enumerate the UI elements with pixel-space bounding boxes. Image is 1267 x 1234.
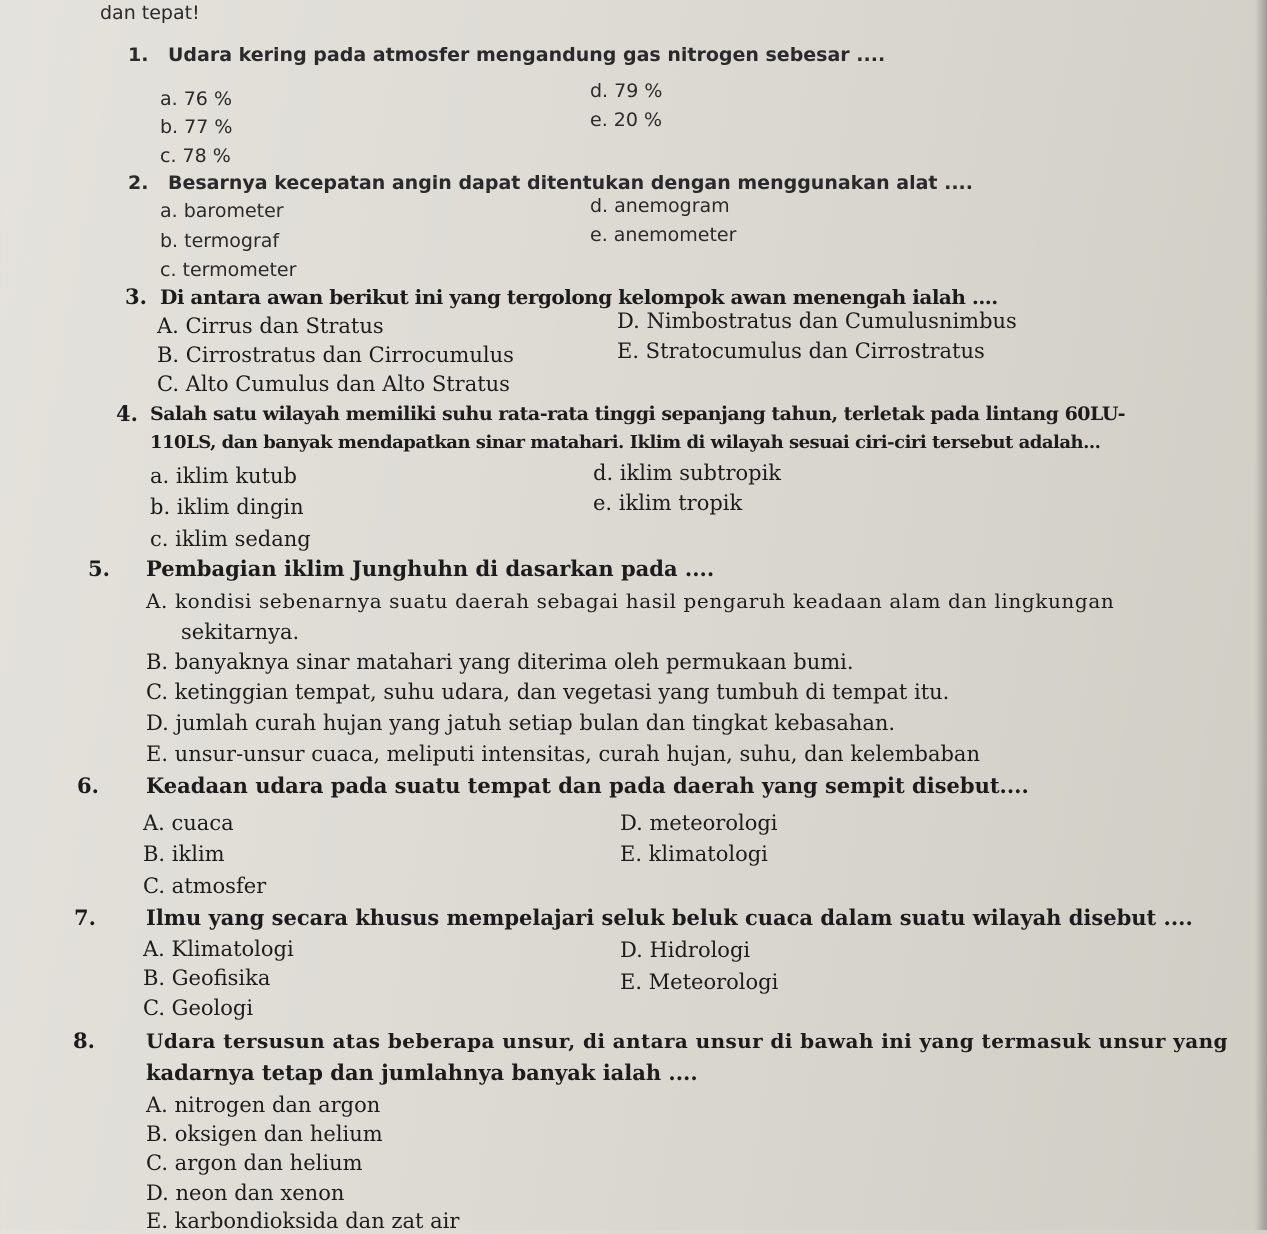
option-a: a. 76 % — [160, 88, 232, 110]
question-text: Di antara awan berikut ini yang tergolong kelompok awan menengah ialah .... — [160, 285, 998, 309]
option-d: D. neon dan xenon — [146, 1181, 345, 1205]
header-text: dan tepat! — [100, 2, 200, 24]
option-d: D. meteorologi — [620, 811, 778, 835]
question-text-line2: 110LS, dan banyak mendapatkan sinar matahari. Iklim di wilayah sesuai ciri-ciri tersebut adalah... — [150, 432, 1101, 453]
option-a: A. kondisi sebenarnya suatu daerah sebagai hasil pengaruh keadaan alam dan lingkungan — [146, 589, 1115, 613]
option-a: a. barometer — [160, 200, 284, 222]
option-c: C. ketinggian tempat, suhu udara, dan vegetasi yang tumbuh di tempat itu. — [146, 680, 950, 704]
question-text-line2: kadarnya tetap dan jumlahnya banyak ialah .... — [146, 1060, 698, 1085]
option-a: A. Cirrus dan Stratus — [157, 314, 384, 338]
option-d: d. anemogram — [590, 195, 730, 217]
option-c: c. iklim sedang — [150, 527, 311, 551]
option-c: C. Geologi — [143, 996, 254, 1020]
option-e: e. 20 % — [590, 109, 663, 131]
question-number: 6. — [77, 773, 99, 798]
option-e: e. anemometer — [590, 224, 737, 246]
question-text-line1: Salah satu wilayah memiliki suhu rata-rata tinggi sepanjang tahun, terletak pada lintang 60LU- — [150, 403, 1125, 425]
option-b: b. termograf — [160, 230, 280, 252]
option-e: E. klimatologi — [620, 842, 768, 866]
question-text: Ilmu yang secara khusus mempelajari seluk beluk cuaca dalam suatu wilayah disebut .... — [146, 905, 1193, 930]
option-d: d. iklim subtropik — [593, 461, 782, 485]
option-c: C. atmosfer — [143, 874, 267, 898]
question-number: 2. — [128, 172, 149, 194]
question-number: 7. — [74, 905, 96, 930]
option-a: A. Klimatologi — [143, 937, 294, 961]
option-b: B. iklim — [143, 842, 225, 866]
option-a: A. nitrogen dan argon — [146, 1093, 381, 1117]
question-number: 5. — [88, 556, 110, 581]
question-number: 4. — [116, 401, 138, 426]
question-text: Pembagian iklim Junghuhn di dasarkan pada .... — [146, 556, 715, 581]
option-a: a. iklim kutub — [150, 464, 297, 488]
option-e: e. iklim tropik — [593, 491, 743, 515]
option-b: B. oksigen dan helium — [146, 1122, 383, 1146]
option-c: c. termometer — [160, 259, 297, 281]
option-d: D. Nimbostratus dan Cumulusnimbus — [617, 309, 1017, 333]
option-b: b. 77 % — [160, 116, 233, 138]
option-b: B. banyaknya sinar matahari yang diterima oleh permukaan bumi. — [146, 650, 854, 674]
option-e: E. karbondioksida dan zat air — [146, 1209, 460, 1233]
option-b: B. Geofisika — [143, 966, 271, 990]
page-edge-shadow — [1255, 0, 1267, 1230]
option-c: c. 78 % — [160, 145, 231, 167]
question-number: 1. — [128, 44, 149, 66]
option-c: C. Alto Cumulus dan Alto Stratus — [157, 372, 510, 396]
option-a: A. cuaca — [143, 811, 234, 835]
question-text: Keadaan udara pada suatu tempat dan pada daerah yang sempit disebut.... — [146, 773, 1029, 798]
option-e: E. Meteorologi — [620, 970, 779, 994]
option-d: d. 79 % — [590, 80, 663, 102]
option-e: E. Stratocumulus dan Cirrostratus — [617, 339, 985, 363]
option-d: D. Hidrologi — [620, 938, 751, 962]
option-b: b. iklim dingin — [150, 495, 304, 519]
option-c: C. argon dan helium — [146, 1151, 363, 1175]
question-text: Udara kering pada atmosfer mengandung gas nitrogen sebesar .... — [168, 44, 886, 66]
option-e: E. unsur-unsur cuaca, meliputi intensitas, curah hujan, suhu, dan kelembaban — [146, 742, 980, 766]
question-text: Besarnya kecepatan angin dapat ditentukan dengan menggunakan alat .... — [168, 172, 973, 194]
question-text-line1: Udara tersusun atas beberapa unsur, di antara unsur di bawah ini yang termasuk unsur yang — [146, 1029, 1228, 1053]
option-b: B. Cirrostratus dan Cirrocumulus — [157, 343, 514, 367]
question-number: 3. — [125, 284, 147, 309]
question-number: 8. — [73, 1028, 95, 1053]
option-a-cont: sekitarnya. — [181, 620, 300, 644]
option-d: D. jumlah curah hujan yang jatuh setiap bulan dan tingkat kebasahan. — [146, 711, 896, 735]
